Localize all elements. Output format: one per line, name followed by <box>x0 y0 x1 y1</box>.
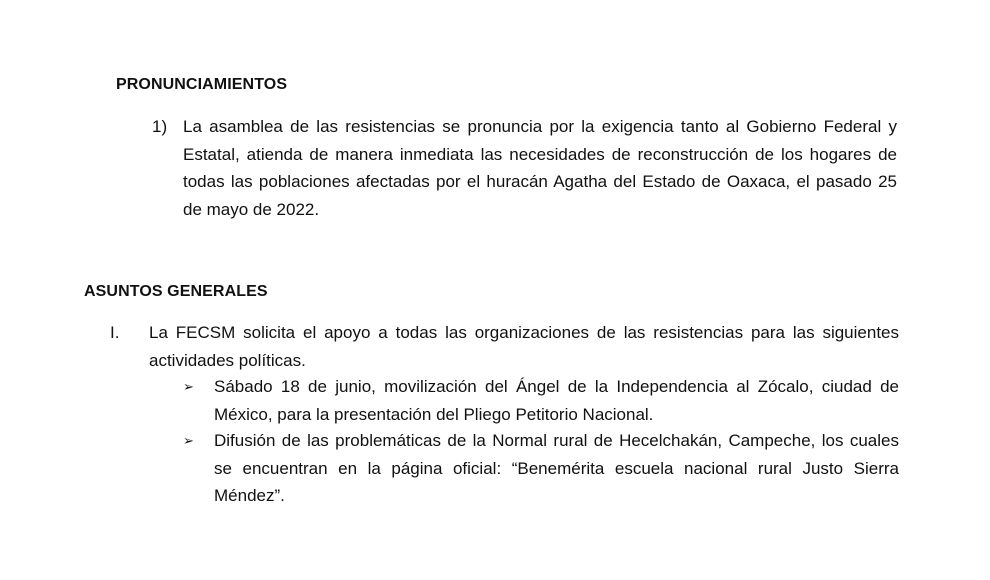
list-marker-roman-1: I. <box>110 323 120 342</box>
subitem-paragraph-movilizacion: Sábado 18 de junio, movilización del Ángel de la Independencia al Zócalo, ciudad de México, para la presentación del Pliego Petitorio Nacional. <box>214 377 899 424</box>
list-marker-1: 1) <box>152 117 168 136</box>
section-heading-pronunciamientos: PRONUNCIAMIENTOS <box>116 76 288 93</box>
arrow-bullet-icon: ➢ <box>183 433 194 448</box>
subitem-paragraph-difusion: Difusión de las problemáticas de la Normal rural de Hecelchakán, Campeche, los cuales se encuentran en la página oficial: “Benemérita escuela nacional rural Justo Sierra Méndez”. <box>214 431 899 505</box>
section-heading-asuntos-generales: ASUNTOS GENERALES <box>84 283 268 300</box>
asunto-paragraph: La FECSM solicita el apoyo a todas las organizaciones de las resistencias para las siguientes actividades políticas. <box>149 323 899 370</box>
pronunciamiento-paragraph: La asamblea de las resistencias se pronuncia por la exigencia tanto al Gobierno Federal y Estatal, atienda de manera inmediata las necesidades de reconstrucción de los hogares de todas las poblaciones afectadas por el huracán Agatha del Estado de Oaxaca, el pasado 25 de mayo de 2022. <box>183 117 897 219</box>
arrow-bullet-icon: ➢ <box>183 379 194 394</box>
